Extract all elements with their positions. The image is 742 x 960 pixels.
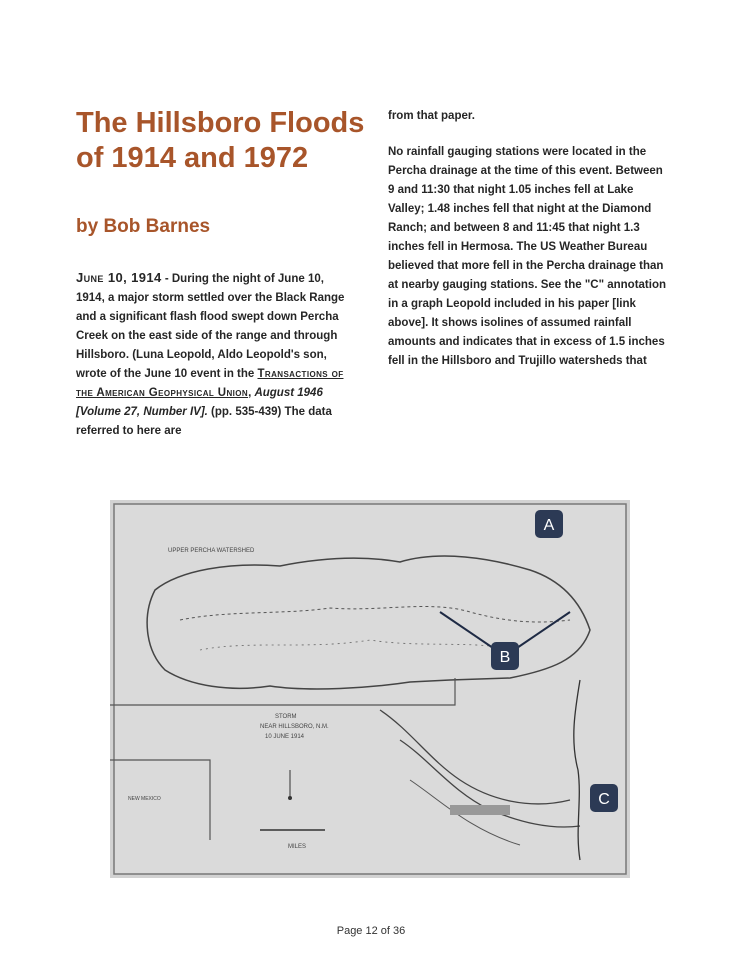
journal-link[interactable]: Transactions of the American Geophysical Union xyxy=(76,368,344,399)
marker-a: A xyxy=(543,517,555,534)
lead-date: June 10, 1914 xyxy=(76,270,162,285)
issue-citation: August 1946 [Volume 27, Number IV]. xyxy=(76,387,323,418)
marker-c: C xyxy=(598,791,610,808)
left-paragraph xyxy=(76,268,348,441)
hatched-area xyxy=(450,805,510,815)
map-inset-label: NEW MEXICO xyxy=(128,796,161,802)
left-text-2: , xyxy=(248,387,255,399)
map-storm-label-1: STORM xyxy=(275,714,297,720)
right-column xyxy=(388,107,670,371)
article-title: The Hillsboro Floods of 1914 and 1972 xyxy=(76,107,365,174)
map-storm-label-3: 10 JUNE 1914 xyxy=(265,734,305,740)
article-byline: by Bob Barnes xyxy=(76,216,211,237)
map-top-label: UPPER PERCHA WATERSHED xyxy=(168,548,255,554)
left-text-1: - During the night of June 10, 1914, a major storm settled over the Black Range and a significant flash flood swept down Percha Creek on the east side of the range and through Hillsboro. (Luna Leopold, Aldo Leopold's son, wrote of the June 10 event in the xyxy=(76,273,345,380)
marker-b: B xyxy=(499,649,511,666)
map-border xyxy=(114,504,626,874)
map-storm-label-2: NEAR HILLSBORO, N.M. xyxy=(260,724,329,730)
right-paragraph-2: No rainfall gauging stations were located in the Percha drainage at the time of this event. Between 9 and 11:30 that night 1.05 inches fell at Lake Valley; 1.48 inches fell that night at the Diamond Ranch; and between 8 and 11:45 that night 1.3 inches fell in Hermosa. The US Weather Bureau believed that more fell in the Percha drainage than at nearby gauging stations. See the "C" annotation in a graph Leopold included in his paper [link above]. It shows isolines of assumed rainfall amounts and indicates that in excess of 1.5 inches fell in the Hillsboro and Trujillo watersheds that xyxy=(388,146,666,367)
storm-map-figure xyxy=(110,500,630,878)
left-text-3: (pp. 535-439) The data referred to here are xyxy=(76,406,332,437)
map-scale-label: MILES xyxy=(288,844,307,850)
page-number: Page 12 of 36 xyxy=(336,925,406,937)
left-column xyxy=(76,268,348,441)
right-paragraph-1: from that paper. xyxy=(388,110,475,122)
